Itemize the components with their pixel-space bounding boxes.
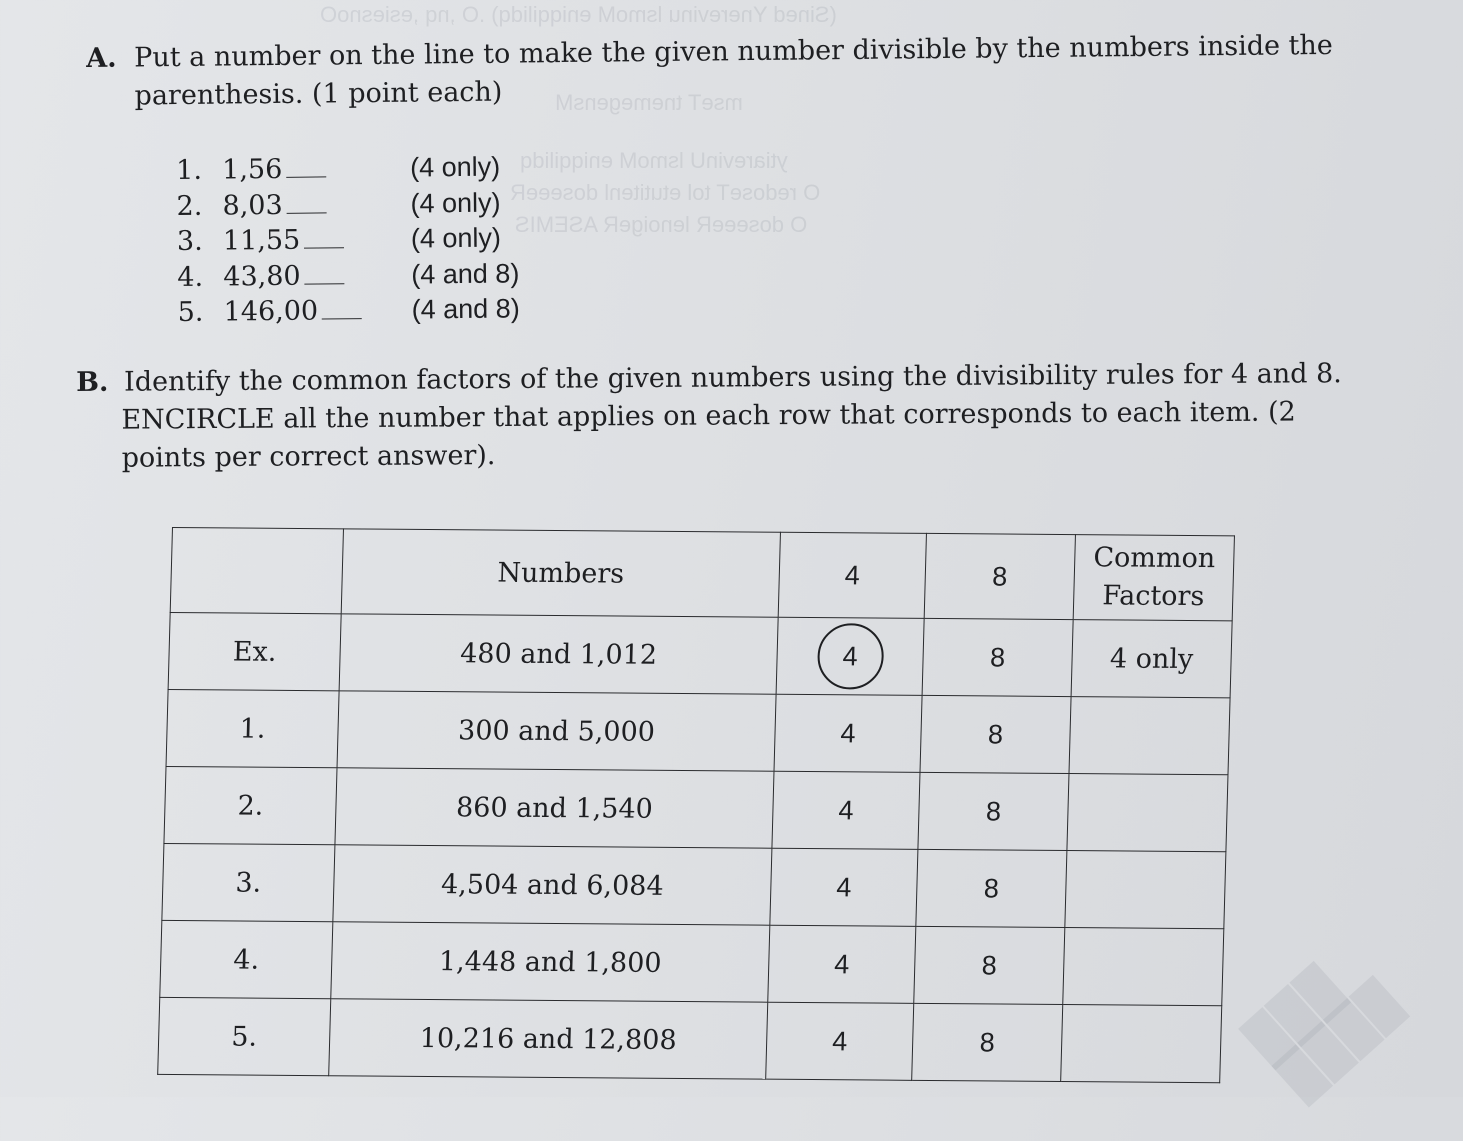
header-blank-cell bbox=[170, 528, 343, 614]
common-factors-answer[interactable] bbox=[1065, 851, 1226, 929]
factor-eight-cell[interactable]: 8 bbox=[916, 849, 1067, 927]
table-row bbox=[160, 920, 1224, 1005]
list-item bbox=[176, 185, 518, 224]
show-through-text: O doseeeR lenoigeR ASEMIS bbox=[515, 212, 808, 237]
list-item bbox=[176, 149, 518, 188]
circled-four[interactable]: 4 bbox=[816, 623, 884, 690]
section-b-instructions bbox=[76, 355, 1367, 478]
common-factors-answer: 4 only bbox=[1071, 620, 1232, 698]
item-divisor-note: (4 only) bbox=[410, 187, 501, 219]
answer-blank[interactable] bbox=[304, 261, 344, 284]
show-through-text: O redoseT tol etutitenl doseeeR bbox=[510, 180, 821, 205]
faint-stamp-watermark: ███ ████ bbox=[1237, 959, 1410, 1105]
factor-four-cell[interactable]: 4 bbox=[770, 848, 918, 926]
table-row bbox=[168, 612, 1232, 697]
item-number: 5. bbox=[177, 296, 204, 328]
header-eight: 8 bbox=[924, 533, 1075, 619]
section-a-item-list bbox=[176, 149, 520, 330]
answer-blank[interactable] bbox=[322, 296, 362, 319]
section-b-letter: B. bbox=[76, 366, 109, 398]
item-value: 43,80 bbox=[223, 260, 301, 293]
section-a-instructions bbox=[86, 27, 1347, 116]
header-numbers: Numbers bbox=[341, 529, 780, 617]
common-factors-answer[interactable] bbox=[1067, 774, 1228, 852]
table-row bbox=[166, 689, 1230, 774]
header-four: 4 bbox=[778, 532, 926, 618]
factor-four-cell[interactable]: 4 bbox=[766, 1002, 914, 1080]
item-value: 8,03 bbox=[222, 189, 283, 222]
row-numbers: 10,216 and 12,808 bbox=[329, 999, 768, 1079]
row-numbers: 1,448 and 1,800 bbox=[331, 922, 770, 1002]
item-divisor-note: (4 only) bbox=[410, 222, 502, 254]
row-label: 3. bbox=[162, 843, 335, 921]
common-factors-answer[interactable] bbox=[1061, 1005, 1222, 1083]
factor-eight-cell[interactable]: 8 bbox=[912, 1003, 1063, 1081]
factor-four-cell[interactable]: 4 bbox=[768, 925, 916, 1003]
row-label: 4. bbox=[160, 920, 333, 998]
list-item bbox=[177, 220, 519, 259]
common-factors-answer[interactable] bbox=[1063, 928, 1224, 1006]
answer-blank[interactable] bbox=[304, 225, 344, 248]
item-number: 1. bbox=[176, 154, 203, 186]
item-value: 146,00 bbox=[223, 295, 319, 328]
section-a-instruction-line1: Put a number on the line to make the given number divisible by the numbers inside the bbox=[134, 29, 1333, 74]
factor-four-cell[interactable] bbox=[776, 617, 924, 695]
item-number: 3. bbox=[176, 225, 203, 257]
table-row bbox=[164, 766, 1228, 851]
show-through-text: ytiarevinU lsmoM eniqqilidq bbox=[520, 148, 788, 173]
list-item bbox=[177, 256, 519, 295]
factor-four-cell[interactable]: 4 bbox=[772, 771, 920, 849]
item-value-with-blank bbox=[222, 186, 410, 223]
table-row bbox=[158, 997, 1222, 1082]
common-factors-answer[interactable] bbox=[1069, 697, 1230, 775]
factor-eight-cell[interactable]: 8 bbox=[914, 926, 1065, 1004]
factor-eight-cell[interactable]: 8 bbox=[920, 695, 1071, 773]
header-common-label: Common bbox=[1093, 542, 1216, 575]
factor-eight-cell[interactable]: 8 bbox=[922, 618, 1073, 696]
row-numbers: 860 and 1,540 bbox=[335, 768, 774, 848]
row-label: Ex. bbox=[168, 612, 341, 690]
item-value-with-blank bbox=[223, 222, 411, 259]
factor-eight-cell[interactable]: 8 bbox=[918, 772, 1069, 850]
item-value-with-blank bbox=[223, 293, 411, 330]
item-value-with-blank bbox=[222, 151, 410, 188]
item-value: 1,56 bbox=[222, 153, 283, 186]
section-b-instruction-line1: Identify the common factors of the given numbers using the divisibility rules for 4 and 8. bbox=[124, 358, 1342, 398]
row-label: 2. bbox=[164, 766, 337, 844]
show-through-text: (Sined Ynerevinu lsmoM eniqqilidq) .O ,nq ,esiesnoO bbox=[320, 2, 837, 27]
item-value: 11,55 bbox=[222, 224, 301, 257]
row-label: 5. bbox=[158, 997, 331, 1075]
common-factors-table bbox=[157, 527, 1235, 1083]
row-label: 1. bbox=[166, 689, 339, 767]
header-common-factors bbox=[1073, 535, 1234, 621]
section-a-instruction-line2: parenthesis. (1 point each) bbox=[134, 76, 503, 112]
factor-four-cell[interactable]: 4 bbox=[774, 694, 922, 772]
row-numbers: 480 and 1,012 bbox=[339, 614, 778, 694]
list-item bbox=[177, 291, 519, 330]
table-header-row bbox=[170, 528, 1234, 621]
row-numbers: 4,504 and 6,084 bbox=[333, 845, 772, 925]
table-row bbox=[162, 843, 1226, 928]
item-divisor-note: (4 only) bbox=[410, 151, 501, 183]
section-b-instruction-line2: ENCIRCLE all the number that applies on each row that corresponds to each item. (2 bbox=[121, 396, 1296, 436]
section-b-instruction-line3: points per correct answer). bbox=[121, 440, 496, 474]
item-divisor-note: (4 and 8) bbox=[411, 257, 520, 290]
section-a-letter: A. bbox=[86, 42, 117, 74]
answer-blank[interactable] bbox=[286, 154, 326, 177]
header-factors-label: Factors bbox=[1101, 580, 1205, 613]
show-through-text: mseT tnemegensM bbox=[555, 90, 743, 115]
item-value-with-blank bbox=[223, 257, 411, 294]
item-number: 2. bbox=[176, 190, 203, 222]
row-numbers: 300 and 5,000 bbox=[337, 691, 776, 771]
common-factors-table-wrapper bbox=[157, 527, 1235, 1083]
item-divisor-note: (4 and 8) bbox=[411, 293, 520, 325]
answer-blank[interactable] bbox=[287, 190, 327, 213]
item-number: 4. bbox=[177, 261, 204, 293]
